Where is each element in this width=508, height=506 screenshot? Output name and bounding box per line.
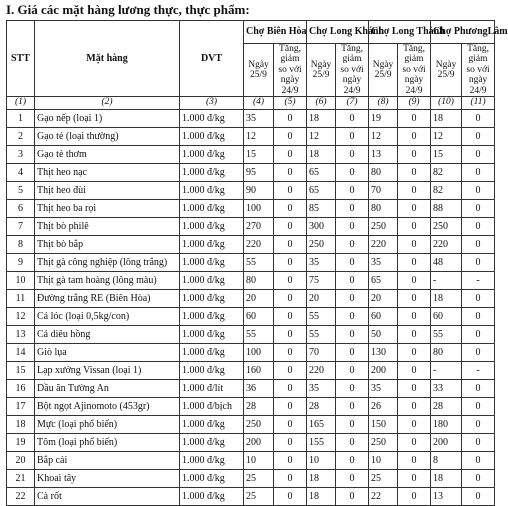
header-unit: DVT: [180, 21, 244, 97]
row-unit: 1.000 đ/kg: [180, 434, 244, 452]
column-index: (2): [35, 97, 180, 110]
row-stt: 22: [7, 488, 35, 506]
price-long-khanh: 18: [307, 470, 336, 488]
price-long-khanh: 28: [307, 398, 336, 416]
row-item-name: Dầu ăn Tường An: [35, 380, 180, 398]
change-phuong-lam: 0: [462, 326, 495, 344]
table-row: [7, 164, 495, 182]
price-phuong-lam: 250: [431, 218, 462, 236]
row-stt: 1: [7, 110, 35, 128]
row-item-name: Thịt heo đùi: [35, 182, 180, 200]
change-bien-hoa: 0: [274, 470, 307, 488]
change-phuong-lam: 0: [462, 470, 495, 488]
row-stt: 21: [7, 470, 35, 488]
price-bien-hoa: 12: [244, 128, 274, 146]
row-item-name: Thịt bò philê: [35, 218, 180, 236]
row-unit: 1.000 đ/kg: [180, 452, 244, 470]
price-long-khanh: 300: [307, 218, 336, 236]
change-bien-hoa: 0: [274, 290, 307, 308]
change-long-thanh: 0: [398, 200, 431, 218]
column-index: (5): [274, 97, 307, 110]
price-long-khanh: 75: [307, 272, 336, 290]
column-index: (8): [369, 97, 398, 110]
row-stt: 16: [7, 380, 35, 398]
price-long-thanh: 19: [369, 110, 398, 128]
price-phuong-lam: 33: [431, 380, 462, 398]
table-row: [7, 380, 495, 398]
price-long-thanh: 60: [369, 308, 398, 326]
price-bien-hoa: 160: [244, 362, 274, 380]
price-long-thanh: 50: [369, 326, 398, 344]
price-bien-hoa: 100: [244, 200, 274, 218]
header-row-markets: [7, 21, 495, 44]
row-stt: 11: [7, 290, 35, 308]
price-phuong-lam: 60: [431, 308, 462, 326]
header-change: Tăng, giảm so với ngày 24/9: [336, 44, 369, 97]
change-bien-hoa: 0: [274, 362, 307, 380]
column-index: (3): [180, 97, 244, 110]
price-bien-hoa: 35: [244, 110, 274, 128]
change-long-thanh: 0: [398, 398, 431, 416]
change-long-khanh: 0: [336, 236, 369, 254]
row-unit: 1.000 đ/kg: [180, 254, 244, 272]
price-bien-hoa: 10: [244, 452, 274, 470]
change-phuong-lam: 0: [462, 380, 495, 398]
price-bien-hoa: 25: [244, 488, 274, 506]
row-item-name: Lạp xưởng Vissan (loại 1): [35, 362, 180, 380]
header-price-date: Ngày 25/9: [431, 44, 462, 97]
change-phuong-lam: 0: [462, 290, 495, 308]
change-long-thanh: 0: [398, 344, 431, 362]
change-bien-hoa: 0: [274, 146, 307, 164]
price-long-thanh: 65: [369, 272, 398, 290]
price-long-thanh: 20: [369, 290, 398, 308]
change-bien-hoa: 0: [274, 254, 307, 272]
change-long-thanh: 0: [398, 308, 431, 326]
header-price-date: Ngày 25/9: [369, 44, 398, 97]
change-long-khanh: 0: [336, 290, 369, 308]
change-long-thanh: 0: [398, 146, 431, 164]
change-long-khanh: 0: [336, 416, 369, 434]
header-market-bien-hoa: Chợ Biên Hòa: [244, 21, 307, 44]
price-phuong-lam: 180: [431, 416, 462, 434]
header-price-date: Ngày 25/9: [244, 44, 274, 97]
row-stt: 17: [7, 398, 35, 416]
change-phuong-lam: 0: [462, 164, 495, 182]
row-unit: 1.000 đ/bịch: [180, 398, 244, 416]
change-bien-hoa: 0: [274, 182, 307, 200]
row-unit: 1.000 đ/kg: [180, 272, 244, 290]
price-phuong-lam: 80: [431, 344, 462, 362]
change-bien-hoa: 0: [274, 380, 307, 398]
change-long-thanh: 0: [398, 254, 431, 272]
price-phuong-lam: 18: [431, 110, 462, 128]
change-long-thanh: 0: [398, 362, 431, 380]
header-market-long-khanh: Chợ Long Khánh: [307, 21, 369, 44]
change-long-thanh: 0: [398, 272, 431, 290]
price-long-khanh: 65: [307, 182, 336, 200]
price-bien-hoa: 250: [244, 416, 274, 434]
row-item-name: Bột ngọt Ajinomoto (453gr): [35, 398, 180, 416]
price-bien-hoa: 25: [244, 470, 274, 488]
table-row: [7, 326, 495, 344]
price-bien-hoa: 270: [244, 218, 274, 236]
price-long-khanh: 20: [307, 290, 336, 308]
change-phuong-lam: 0: [462, 218, 495, 236]
header-market-phuong-lam: Chợ PhươngLâm: [431, 21, 495, 44]
change-long-khanh: 0: [336, 182, 369, 200]
price-long-khanh: 55: [307, 326, 336, 344]
section-title: I. Giá các mặt hàng lương thực, thực phẩm:: [6, 2, 250, 17]
price-long-khanh: 220: [307, 362, 336, 380]
change-long-khanh: 0: [336, 470, 369, 488]
column-index: (10): [431, 97, 462, 110]
price-long-thanh: 200: [369, 362, 398, 380]
price-bien-hoa: 15: [244, 146, 274, 164]
table-row: [7, 218, 495, 236]
change-phuong-lam: 0: [462, 146, 495, 164]
row-item-name: Thịt bò bắp: [35, 236, 180, 254]
price-bien-hoa: 220: [244, 236, 274, 254]
column-index: (7): [336, 97, 369, 110]
row-item-name: Giò lụa: [35, 344, 180, 362]
change-phuong-lam: 0: [462, 488, 495, 506]
change-bien-hoa: 0: [274, 434, 307, 452]
change-phuong-lam: 0: [462, 182, 495, 200]
change-long-thanh: 0: [398, 416, 431, 434]
price-long-thanh: 12: [369, 128, 398, 146]
row-unit: 1.000 đ/kg: [180, 362, 244, 380]
change-long-thanh: 0: [398, 380, 431, 398]
change-phuong-lam: 0: [462, 308, 495, 326]
change-long-khanh: 0: [336, 434, 369, 452]
header-market-long-thanh: Chợ Long Thành: [369, 21, 431, 44]
change-long-khanh: 0: [336, 128, 369, 146]
change-long-khanh: 0: [336, 200, 369, 218]
row-item-name: Khoai tây: [35, 470, 180, 488]
row-unit: 1.000 đ/kg: [180, 110, 244, 128]
price-long-thanh: 22: [369, 488, 398, 506]
price-long-khanh: 85: [307, 200, 336, 218]
table-row: [7, 254, 495, 272]
price-long-thanh: 250: [369, 218, 398, 236]
row-item-name: Cá lóc (loại 0,5kg/con): [35, 308, 180, 326]
row-item-name: Thịt heo nạc: [35, 164, 180, 182]
price-long-thanh: 250: [369, 434, 398, 452]
change-long-khanh: 0: [336, 110, 369, 128]
change-long-thanh: 0: [398, 488, 431, 506]
price-phuong-lam: 82: [431, 182, 462, 200]
table-row: [7, 128, 495, 146]
price-phuong-lam: 28: [431, 398, 462, 416]
change-bien-hoa: 0: [274, 110, 307, 128]
row-unit: 1.000 đ/kg: [180, 146, 244, 164]
change-long-khanh: 0: [336, 254, 369, 272]
row-item-name: Thịt gà công nghiệp (lông trắng): [35, 254, 180, 272]
change-bien-hoa: 0: [274, 398, 307, 416]
table-row: [7, 488, 495, 506]
row-stt: 13: [7, 326, 35, 344]
row-item-name: Mực (loại phổ biến): [35, 416, 180, 434]
price-long-thanh: 25: [369, 470, 398, 488]
table-row: [7, 434, 495, 452]
price-phuong-lam: 220: [431, 236, 462, 254]
change-long-thanh: 0: [398, 110, 431, 128]
price-phuong-lam: 8: [431, 452, 462, 470]
row-stt: 14: [7, 344, 35, 362]
price-bien-hoa: 55: [244, 326, 274, 344]
price-long-thanh: 80: [369, 200, 398, 218]
table-body: [7, 110, 495, 506]
change-phuong-lam: -: [462, 362, 495, 380]
change-bien-hoa: 0: [274, 488, 307, 506]
header-row-index: [7, 97, 495, 110]
price-long-khanh: 18: [307, 488, 336, 506]
price-bien-hoa: 55: [244, 254, 274, 272]
row-unit: 1.000 đ/kg: [180, 488, 244, 506]
row-unit: 1.000 đ/kg: [180, 182, 244, 200]
change-long-thanh: 0: [398, 164, 431, 182]
row-unit: 1.000 đ/kg: [180, 290, 244, 308]
change-bien-hoa: 0: [274, 236, 307, 254]
row-stt: 7: [7, 218, 35, 236]
price-long-khanh: 55: [307, 308, 336, 326]
row-unit: 1.000 đ/kg: [180, 344, 244, 362]
change-bien-hoa: 0: [274, 452, 307, 470]
row-stt: 19: [7, 434, 35, 452]
row-stt: 10: [7, 272, 35, 290]
row-item-name: Tôm (loại phổ biến): [35, 434, 180, 452]
change-long-thanh: 0: [398, 290, 431, 308]
change-bien-hoa: 0: [274, 200, 307, 218]
price-long-khanh: 35: [307, 254, 336, 272]
row-stt: 12: [7, 308, 35, 326]
row-unit: 1.000 đ/kg: [180, 200, 244, 218]
row-unit: 1.000 đ/kg: [180, 470, 244, 488]
change-long-thanh: 0: [398, 182, 431, 200]
price-long-khanh: 70: [307, 344, 336, 362]
change-phuong-lam: 0: [462, 416, 495, 434]
table-row: [7, 182, 495, 200]
table-row: [7, 452, 495, 470]
header-change: Tăng, giảm so với ngày 24/9: [398, 44, 431, 97]
row-unit: 1.000 đ/lít: [180, 380, 244, 398]
row-stt: 18: [7, 416, 35, 434]
price-long-thanh: 150: [369, 416, 398, 434]
price-long-khanh: 65: [307, 164, 336, 182]
change-long-khanh: 0: [336, 164, 369, 182]
price-long-khanh: 10: [307, 452, 336, 470]
price-phuong-lam: 18: [431, 290, 462, 308]
column-index: (4): [244, 97, 274, 110]
change-phuong-lam: 0: [462, 344, 495, 362]
change-long-khanh: 0: [336, 362, 369, 380]
price-phuong-lam: 13: [431, 488, 462, 506]
price-long-khanh: 250: [307, 236, 336, 254]
row-item-name: Gạo nếp (loại 1): [35, 110, 180, 128]
change-bien-hoa: 0: [274, 344, 307, 362]
price-long-khanh: 18: [307, 146, 336, 164]
table-row: [7, 290, 495, 308]
price-long-khanh: 155: [307, 434, 336, 452]
price-long-khanh: 35: [307, 380, 336, 398]
change-phuong-lam: -: [462, 272, 495, 290]
row-item-name: Cà rốt: [35, 488, 180, 506]
change-phuong-lam: 0: [462, 434, 495, 452]
row-unit: 1.000 đ/kg: [180, 416, 244, 434]
change-long-thanh: 0: [398, 236, 431, 254]
price-long-thanh: 26: [369, 398, 398, 416]
row-stt: 2: [7, 128, 35, 146]
price-phuong-lam: 88: [431, 200, 462, 218]
price-long-khanh: 18: [307, 110, 336, 128]
price-bien-hoa: 100: [244, 344, 274, 362]
header-change: Tăng, giảm so với ngày 24/9: [274, 44, 307, 97]
column-index: (11): [462, 97, 495, 110]
change-phuong-lam: 0: [462, 254, 495, 272]
change-bien-hoa: 0: [274, 416, 307, 434]
table-row: [7, 344, 495, 362]
row-unit: 1.000 đ/kg: [180, 128, 244, 146]
table-row: [7, 308, 495, 326]
row-stt: 6: [7, 200, 35, 218]
table-row: [7, 272, 495, 290]
price-phuong-lam: -: [431, 362, 462, 380]
row-item-name: Thịt heo ba rọi: [35, 200, 180, 218]
price-bien-hoa: 200: [244, 434, 274, 452]
change-phuong-lam: 0: [462, 128, 495, 146]
price-bien-hoa: 20: [244, 290, 274, 308]
price-table: [6, 20, 508, 506]
change-long-thanh: 0: [398, 218, 431, 236]
table-row: [7, 236, 495, 254]
row-stt: 15: [7, 362, 35, 380]
change-bien-hoa: 0: [274, 218, 307, 236]
price-phuong-lam: 82: [431, 164, 462, 182]
price-long-thanh: 35: [369, 380, 398, 398]
row-unit: 1.000 đ/kg: [180, 326, 244, 344]
price-long-thanh: 10: [369, 452, 398, 470]
price-long-thanh: 220: [369, 236, 398, 254]
change-long-thanh: 0: [398, 326, 431, 344]
row-stt: 9: [7, 254, 35, 272]
table-row: [7, 398, 495, 416]
change-phuong-lam: 0: [462, 236, 495, 254]
price-bien-hoa: 95: [244, 164, 274, 182]
table-row: [7, 470, 495, 488]
row-item-name: Bắp cải: [35, 452, 180, 470]
row-item-name: Thịt gà tam hoàng (lông màu): [35, 272, 180, 290]
change-bien-hoa: 0: [274, 128, 307, 146]
price-long-thanh: 13: [369, 146, 398, 164]
price-phuong-lam: 15: [431, 146, 462, 164]
column-index: (1): [7, 97, 35, 110]
header-price-date: Ngày 25/9: [307, 44, 336, 97]
change-phuong-lam: 0: [462, 200, 495, 218]
table-row: [7, 110, 495, 128]
change-bien-hoa: 0: [274, 326, 307, 344]
row-unit: 1.000 đ/kg: [180, 164, 244, 182]
column-index: (9): [398, 97, 431, 110]
price-phuong-lam: 55: [431, 326, 462, 344]
price-bien-hoa: 90: [244, 182, 274, 200]
change-long-khanh: 0: [336, 326, 369, 344]
header-stt: STT: [7, 21, 35, 97]
price-long-thanh: 35: [369, 254, 398, 272]
change-phuong-lam: 0: [462, 452, 495, 470]
price-long-thanh: 80: [369, 164, 398, 182]
row-stt: 20: [7, 452, 35, 470]
price-phuong-lam: 18: [431, 470, 462, 488]
change-long-khanh: 0: [336, 488, 369, 506]
change-long-thanh: 0: [398, 470, 431, 488]
price-phuong-lam: 12: [431, 128, 462, 146]
table-row: [7, 200, 495, 218]
table-row: [7, 362, 495, 380]
column-index: (6): [307, 97, 336, 110]
price-long-thanh: 130: [369, 344, 398, 362]
change-long-khanh: 0: [336, 380, 369, 398]
change-long-khanh: 0: [336, 218, 369, 236]
row-item-name: Cá diêu hồng: [35, 326, 180, 344]
row-unit: 1.000 đ/kg: [180, 236, 244, 254]
change-long-khanh: 0: [336, 272, 369, 290]
price-phuong-lam: 200: [431, 434, 462, 452]
change-long-thanh: 0: [398, 128, 431, 146]
price-long-thanh: 70: [369, 182, 398, 200]
table-row: [7, 146, 495, 164]
row-item-name: Gạo tẻ thơm: [35, 146, 180, 164]
header-change: Tăng, giảm so với ngày 24/9: [462, 44, 495, 97]
header-item: Mặt hàng: [35, 21, 180, 97]
price-bien-hoa: 36: [244, 380, 274, 398]
table-row: [7, 416, 495, 434]
row-stt: 3: [7, 146, 35, 164]
change-bien-hoa: 0: [274, 164, 307, 182]
price-phuong-lam: 48: [431, 254, 462, 272]
change-long-khanh: 0: [336, 308, 369, 326]
change-long-khanh: 0: [336, 452, 369, 470]
row-stt: 5: [7, 182, 35, 200]
price-bien-hoa: 28: [244, 398, 274, 416]
change-bien-hoa: 0: [274, 308, 307, 326]
change-phuong-lam: 0: [462, 398, 495, 416]
change-long-thanh: 0: [398, 434, 431, 452]
row-item-name: Gạo tẻ (loại thường): [35, 128, 180, 146]
row-stt: 4: [7, 164, 35, 182]
row-unit: 1.000 đ/kg: [180, 218, 244, 236]
change-long-thanh: 0: [398, 452, 431, 470]
row-unit: 1.000 đ/kg: [180, 308, 244, 326]
price-long-khanh: 165: [307, 416, 336, 434]
price-bien-hoa: 60: [244, 308, 274, 326]
change-long-khanh: 0: [336, 398, 369, 416]
change-bien-hoa: 0: [274, 272, 307, 290]
change-phuong-lam: 0: [462, 110, 495, 128]
price-phuong-lam: -: [431, 272, 462, 290]
row-item-name: Đường trắng RE (Biên Hòa): [35, 290, 180, 308]
row-stt: 8: [7, 236, 35, 254]
change-long-khanh: 0: [336, 146, 369, 164]
change-long-khanh: 0: [336, 344, 369, 362]
price-long-khanh: 12: [307, 128, 336, 146]
price-bien-hoa: 80: [244, 272, 274, 290]
